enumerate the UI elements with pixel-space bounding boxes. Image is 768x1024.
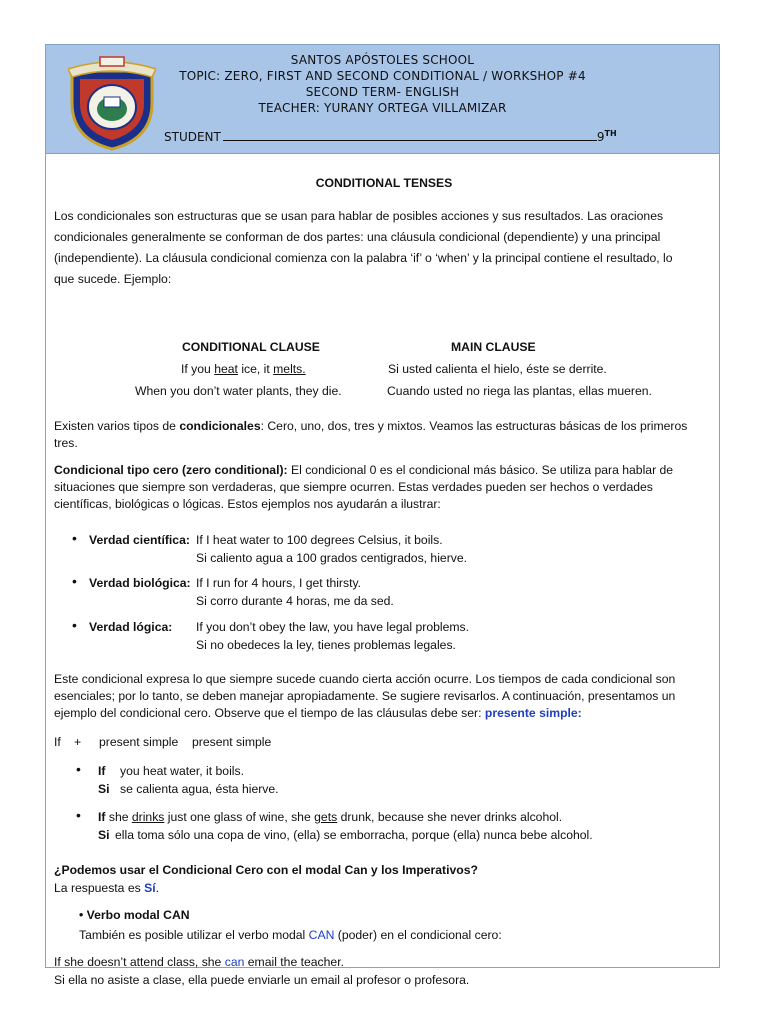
grade-label: 9: [596, 130, 605, 144]
truth-label: Verdad científica:: [89, 533, 190, 547]
truth-example-es: Si no obedeces la ley, tienes problemas legales.: [196, 638, 456, 652]
text-run: tres.: [54, 436, 78, 450]
worksheet-header: [46, 45, 719, 154]
example-if: If: [98, 810, 106, 824]
underlined-word: melts.: [273, 362, 306, 376]
term-line: SECOND TERM- ENGLISH: [305, 85, 460, 99]
main-clause-header: MAIN CLAUSE: [451, 340, 536, 354]
modal-can-line: [79, 927, 502, 944]
example-2-es: ella toma sólo una copa de vino, (ella) se emborracha, porque (ella) nunca bebe alcohol.: [115, 828, 593, 842]
text-run: just one glass of wine, she: [164, 810, 315, 824]
example-si: Si: [98, 828, 110, 842]
truth-label: Verdad lógica:: [89, 620, 173, 634]
final-example-es: Si ella no asiste a clase, ella puede enviarle un email al profesor o profesora.: [54, 973, 470, 987]
grade-suffix: TH: [604, 129, 617, 138]
truth-example-es: Si caliento agua a 100 grados centigrados, hierve.: [196, 551, 468, 565]
bullet-icon: •: [72, 617, 77, 633]
highlight-term: can: [224, 955, 245, 969]
example-si: Si: [98, 782, 110, 796]
highlight-term: presente simple:: [484, 706, 582, 720]
bold-term: condicionales: [179, 419, 261, 433]
example-row-1-conditional: [181, 361, 306, 378]
highlight-term: CAN: [308, 928, 335, 942]
underlined-word: heat: [214, 362, 238, 376]
text-run: email the teacher.: [244, 955, 344, 969]
student-name-field[interactable]: [223, 129, 597, 141]
truth-example-es: Si corro durante 4 horas, me da sed.: [196, 594, 394, 608]
truth-example-en: If I run for 4 hours, I get thirsty.: [196, 576, 362, 590]
example-if: If: [98, 764, 106, 778]
bullet-icon: •: [76, 807, 81, 823]
text-run: : Cero, uno, dos, tres y mixtos. Veamos las estructuras básicas de los primeros: [260, 419, 688, 433]
types-paragraph: [54, 418, 687, 452]
final-example-en: [54, 954, 344, 971]
school-name: SANTOS APÓSTOLES SCHOOL: [290, 53, 475, 67]
section-heading: Condicional tipo cero (zero conditional):: [54, 463, 288, 477]
intro-line: condicionales generalmente se conforman de dos partes: una cláusula condicional (dependiente) y una principal: [54, 230, 661, 244]
text-run: científicas, biológicas o lógicas. Estos ejemplos nos ayudarán a ilustrar:: [54, 497, 441, 511]
text-run: If she doesn’t attend class, she: [54, 955, 225, 969]
intro-paragraph: [54, 206, 673, 290]
text-run: Este condicional expresa lo que siempre sucede cuando cierta acción ocurre. Los tiempos de cada condicional son: [54, 672, 676, 686]
example-es: se calienta agua, ésta hierve.: [120, 782, 279, 796]
intro-line: Los condicionales son estructuras que se usan para hablar de posibles acciones y sus resultados. Las oraciones: [54, 209, 664, 223]
modal-can-bullet: • Verbo modal CAN: [79, 908, 190, 922]
text-run: La respuesta es: [54, 881, 145, 895]
text-run: situaciones que siempre son verdaderas, que siempre ocurren. Estas verdades pueden ser hechos o verdades: [54, 480, 653, 494]
truth-example-en: If you don’t obey the law, you have legal problems.: [196, 620, 470, 634]
text-run: .: [155, 881, 160, 895]
underlined-word: gets: [314, 810, 338, 824]
formula-present-simple-2: present simple: [192, 735, 272, 749]
bullet-icon: •: [72, 573, 77, 589]
student-line: [164, 129, 617, 144]
intro-line: que sucede. Ejemplo:: [54, 272, 172, 286]
underlined-word: drinks: [131, 810, 165, 824]
formula-if: If: [54, 735, 61, 749]
formula-present-simple-1: present simple: [99, 735, 179, 749]
text-run: esenciales; por lo tanto, se deben manejar apropiadamente. Se sugiere revisarlos. A continuación, presentamos un: [54, 689, 676, 703]
formula-plus: +: [74, 735, 82, 749]
example-en: you heat water, it boils.: [120, 764, 244, 778]
text-run: El condicional 0 es el condicional más básico. Se utiliza para hablar de: [287, 463, 674, 477]
bullet-icon: •: [76, 761, 81, 777]
example-row-2-main: Cuando usted no riega las plantas, ellas mueren.: [387, 384, 652, 398]
intro-line: (independiente). La cláusula condicional comienza con la palabra ‘if’ o ‘when’ y la principal contiene el resultado, lo: [54, 251, 673, 265]
explanation-paragraph: [54, 671, 675, 722]
topic-line: TOPIC: ZERO, FIRST AND SECOND CONDITIONAL / WORKSHOP #4: [179, 69, 586, 83]
answer-line: [54, 880, 159, 897]
text-run: También es posible utilizar el verbo modal: [79, 928, 309, 942]
truth-example-en: If I heat water to 100 degrees Celsius, it boils.: [196, 533, 443, 547]
example-row-2-conditional: When you don’t water plants, they die.: [135, 384, 342, 398]
text-run: she: [108, 810, 132, 824]
text-run: ice, it: [237, 362, 274, 376]
conditional-clause-header: CONDITIONAL CLAUSE: [182, 340, 320, 354]
example-2-en: [98, 809, 562, 826]
highlight-term: Sí: [144, 881, 156, 895]
text-run: ejemplo del condicional cero. Observe que el tiempo de las cláusulas debe ser:: [54, 706, 485, 720]
text-run: drunk, because she never drinks alcohol.: [337, 810, 563, 824]
zero-conditional-paragraph: [54, 462, 673, 513]
bullet-icon: •: [72, 530, 77, 546]
teacher-line: TEACHER: YURANY ORTEGA VILLAMIZAR: [258, 101, 507, 115]
example-row-1-main: Si usted calienta el hielo, éste se derrite.: [388, 362, 607, 376]
doc-title: CONDITIONAL TENSES: [315, 176, 453, 190]
text-run: Existen varios tipos de: [54, 419, 180, 433]
question-line: ¿Podemos usar el Condicional Cero con el modal Can y los Imperativos?: [54, 863, 478, 877]
text-run: (poder) en el condicional cero:: [334, 928, 502, 942]
text-run: If you: [181, 362, 215, 376]
truth-label: Verdad biológica:: [89, 576, 191, 590]
student-label: STUDENT: [164, 130, 221, 144]
worksheet: [45, 44, 720, 987]
